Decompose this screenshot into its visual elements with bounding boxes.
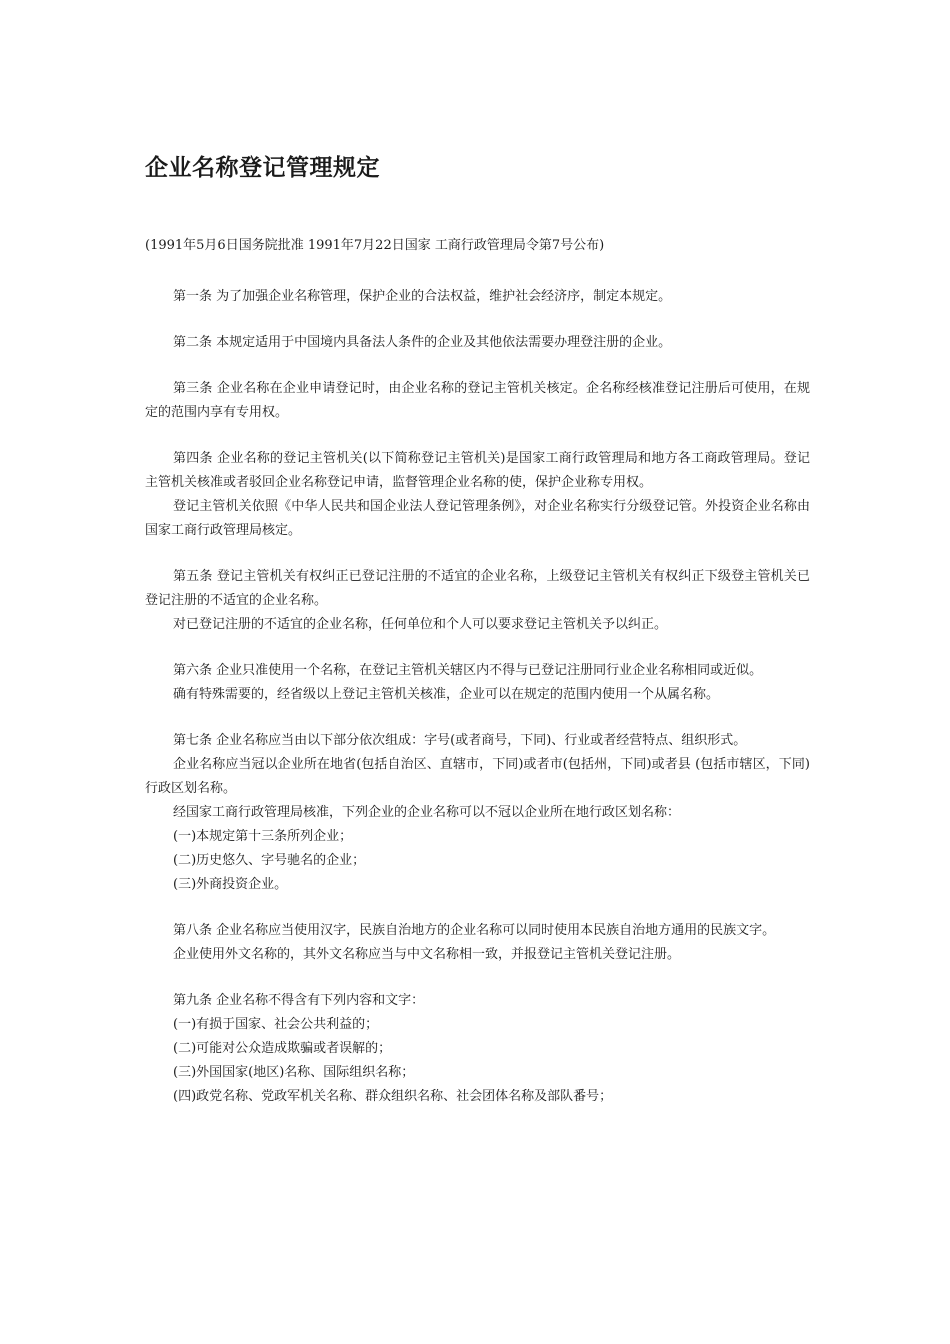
article-heading-paragraph: 第六条 企业只准使用一个名称，在登记主管机关辖区内不得与已登记注册同行业企业名称相同或近似。 [173,663,763,678]
article-paragraph: 企业使用外文名称的，其外文名称应当与中文名称相一致，并报登记主管机关登记注册。 [173,947,681,962]
article-paragraph: 经国家工商行政管理局核准，下列企业的企业名称可以不冠以企业所在地行政区划名称： [173,805,681,820]
article-paragraph: (二)可能对公众造成欺骗或者误解的； [173,1041,392,1056]
article-2 [145,331,810,355]
article-6 [145,659,810,707]
article-heading-paragraph: 第五条 登记主管机关有权纠正已登记注册的不适宜的企业名称，上级登记主管机关有权纠正下级登主管机关已登记注册的不适宜的企业名称。 [145,569,810,608]
article-paragraph: 确有特殊需要的，经省级以上登记主管机关核准，企业可以在规定的范围内使用一个从属名称。 [173,687,720,702]
article-paragraph: (二)历史悠久、字号驰名的企业； [173,853,366,868]
article-heading-paragraph: 第一条 为了加强企业名称管理，保护企业的合法权益，维护社会经济序，制定本规定。 [173,289,672,304]
article-paragraph: (一)本规定第十三条所列企业； [173,829,353,844]
article-paragraph: 登记主管机关依照《中华人民共和国企业法人登记管理条例》，对企业名称实行分级登记管。外投资企业名称由国家工商行政管理局核定。 [145,499,810,538]
article-paragraph: 对已登记注册的不适宜的企业名称，任何单位和个人可以要求登记主管机关予以纠正。 [173,617,668,632]
article-paragraph: (四)政党名称、党政军机关名称、群众组织名称、社会团体名称及部队番号； [173,1089,613,1104]
article-3 [145,377,810,425]
article-7 [145,729,810,897]
article-paragraph: (三)外国国家(地区)名称、国际组织名称； [173,1065,415,1080]
document-body [145,285,810,1131]
article-heading-paragraph: 第八条 企业名称应当使用汉字，民族自治地方的企业名称可以同时使用本民族自治地方通用的民族文字。 [173,923,776,938]
article-heading-paragraph: 第九条 企业名称不得含有下列内容和文字： [173,993,425,1008]
article-9 [145,989,810,1109]
article-paragraph: 企业名称应当冠以企业所在地省(包括自治区、直辖市，下同)或者市(包括州，下同)或者县 (包括市辖区，下同)行政区划名称。 [145,757,810,796]
document-title: 企业名称登记管理规定 [145,155,380,181]
article-heading-paragraph: 第二条 本规定适用于中国境内具备法人条件的企业及其他依法需要办理登注册的企业。 [173,335,672,350]
article-8 [145,919,810,967]
article-heading-paragraph: 第七条 企业名称应当由以下部分依次组成：字号(或者商号，下同)、行业或者经营特点、组织形式。 [173,733,747,748]
article-1 [145,285,810,309]
article-4 [145,447,810,543]
article-heading-paragraph: 第三条 企业名称在企业申请登记时，由企业名称的登记主管机关核定。企名称经核准登记注册后可使用，在规定的范围内享有专用权。 [145,381,810,420]
article-5 [145,565,810,637]
article-paragraph: (三)外商投资企业。 [173,877,288,892]
article-paragraph: (一)有损于国家、社会公共利益的； [173,1017,379,1032]
article-heading-paragraph: 第四条 企业名称的登记主管机关(以下简称登记主管机关)是国家工商行政管理局和地方各工商政管理局。登记主管机关核准或者驳回企业名称登记申请，监督管理企业名称的使，保护企业称专用权。 [145,451,810,490]
source-note: (1991年5月6日国务院批准 1991年7月22日国家 工商行政管理局令第7号公布) [145,238,605,253]
